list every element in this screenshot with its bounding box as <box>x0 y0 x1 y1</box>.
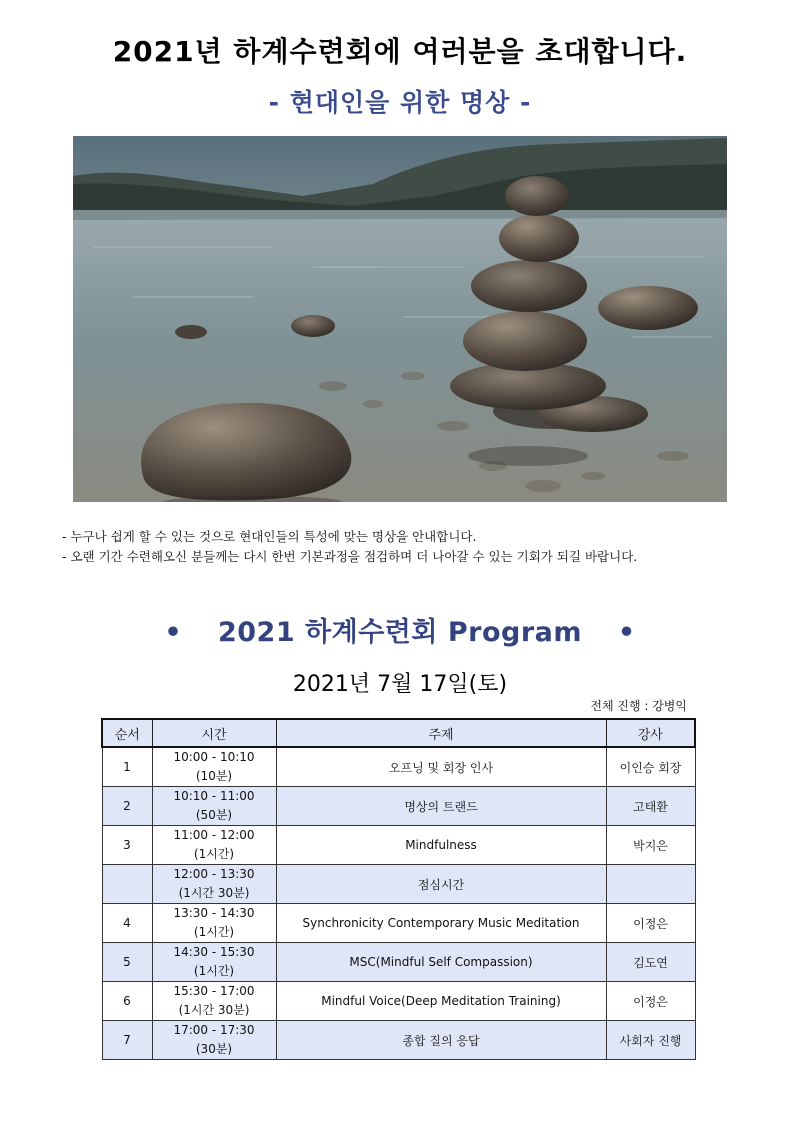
time-range: 12:00 - 13:30 <box>173 867 255 881</box>
row-order: 4 <box>102 904 152 943</box>
time-duration: (1시간) <box>193 964 235 978</box>
table-row <box>102 865 695 904</box>
time-range: 17:00 - 17:30 <box>173 1023 255 1037</box>
row-time <box>152 865 276 904</box>
schedule-table <box>101 718 696 1060</box>
table-row <box>102 943 695 982</box>
row-time <box>152 943 276 982</box>
page-title: 2021년 하계수련회에 여러분을 초대합니다. <box>112 35 688 68</box>
row-topic: Mindfulness <box>276 826 606 865</box>
note-line: - 오랜 기간 수련해오신 분들께는 다시 한번 기본과정을 점검하며 더 나아갈 수 있는 기회가 되길 바랍니다. <box>62 549 638 564</box>
row-order <box>102 865 152 904</box>
row-topic: 명상의 트랜드 <box>276 787 606 826</box>
row-order: 7 <box>102 1021 152 1060</box>
table-row <box>102 1021 695 1060</box>
time-duration: (50분) <box>195 808 233 822</box>
time-range: 10:00 - 10:10 <box>173 750 255 764</box>
time-duration: (1시간 30분) <box>178 886 250 900</box>
row-speaker: 이정은 <box>606 904 695 943</box>
table-row <box>102 826 695 865</box>
table-header-row <box>102 719 695 747</box>
header-topic: 주제 <box>276 719 606 747</box>
row-topic: 오프닝 및 회장 인사 <box>276 747 606 787</box>
row-speaker: 이인승 회장 <box>606 747 695 787</box>
row-speaker <box>606 865 695 904</box>
row-order: 2 <box>102 787 152 826</box>
note-line: - 누구나 쉽게 할 수 있는 것으로 현대인들의 특성에 맞는 명상을 안내합니다. <box>62 529 477 544</box>
row-order: 3 <box>102 826 152 865</box>
table-row <box>102 904 695 943</box>
header-speaker: 강사 <box>606 719 695 747</box>
row-order: 6 <box>102 982 152 1021</box>
table-row <box>102 747 695 787</box>
time-range: 10:10 - 11:00 <box>173 789 255 803</box>
time-duration: (10분) <box>195 769 233 783</box>
row-time <box>152 904 276 943</box>
row-topic: 종합 질의 응답 <box>276 1021 606 1060</box>
row-speaker: 이정은 <box>606 982 695 1021</box>
time-range: 14:30 - 15:30 <box>173 945 255 959</box>
time-range: 11:00 - 12:00 <box>173 828 255 842</box>
bullet-icon: • <box>164 617 183 648</box>
time-duration: (30분) <box>195 1042 233 1056</box>
row-topic: Mindful Voice(Deep Meditation Training) <box>276 982 606 1021</box>
row-time <box>152 1021 276 1060</box>
time-duration: (1시간 30분) <box>178 1003 250 1017</box>
table-row <box>102 787 695 826</box>
row-speaker: 사회자 진행 <box>606 1021 695 1060</box>
header-time: 시간 <box>152 719 276 747</box>
row-time <box>152 747 276 787</box>
row-topic: MSC(Mindful Self Compassion) <box>276 943 606 982</box>
row-time <box>152 982 276 1021</box>
row-speaker: 고태환 <box>606 787 695 826</box>
row-topic: Synchronicity Contemporary Music Meditation <box>276 904 606 943</box>
program-heading <box>0 610 800 649</box>
header-order: 순서 <box>102 719 152 747</box>
row-order: 5 <box>102 943 152 982</box>
row-time <box>152 826 276 865</box>
table-row <box>102 982 695 1021</box>
lake-stone-cairn-photo <box>73 136 727 502</box>
program-heading-text: 2021 하계수련회 Program <box>217 617 582 648</box>
row-speaker: 김도연 <box>606 943 695 982</box>
bullet-icon: • <box>617 617 636 648</box>
time-range: 13:30 - 14:30 <box>173 906 255 920</box>
time-duration: (1시간) <box>193 925 235 939</box>
row-order: 1 <box>102 747 152 787</box>
program-date: 2021년 7월 17일(토) <box>292 672 508 697</box>
time-duration: (1시간) <box>193 847 235 861</box>
row-topic: 점심시간 <box>276 865 606 904</box>
row-speaker: 박지은 <box>606 826 695 865</box>
row-time <box>152 787 276 826</box>
intro-notes <box>62 527 782 567</box>
program-host: 전체 진행 : 강병익 <box>590 699 687 713</box>
time-range: 15:30 - 17:00 <box>173 984 255 998</box>
page-subtitle: - 현대인을 위한 명상 - <box>268 88 532 117</box>
